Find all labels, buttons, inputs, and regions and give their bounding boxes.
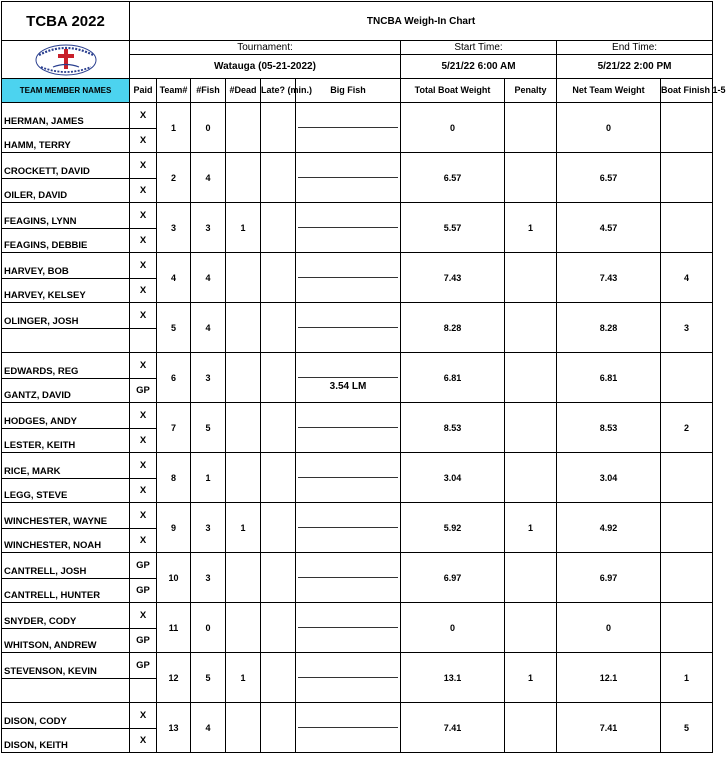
boat-finish: 4 — [661, 253, 713, 303]
dead-count: 1 — [226, 203, 261, 253]
paid-status — [130, 203, 157, 253]
big-fish-cell — [296, 503, 401, 553]
member-name: WINCHESTER, NOAH — [2, 528, 129, 552]
member-name: OLINGER, JOSH — [4, 315, 79, 327]
fish-count: 4 — [191, 303, 226, 353]
boat-finish: 1 — [661, 653, 713, 703]
penalty: 1 — [505, 203, 557, 253]
paid-status — [130, 353, 157, 403]
member-name: HERMAN, JAMES — [4, 115, 84, 127]
team-row — [2, 553, 713, 603]
big-fish-line — [298, 527, 398, 528]
team-member-names — [2, 103, 130, 153]
fish-count: 3 — [191, 503, 226, 553]
member-name: HODGES, ANDY — [4, 415, 78, 427]
boat-finish — [661, 103, 713, 153]
column-header-row — [2, 79, 713, 103]
paid-mark: GP — [136, 560, 150, 571]
paid-mark: X — [139, 160, 147, 171]
boat-finish: 3 — [661, 303, 713, 353]
boat-finish — [661, 553, 713, 603]
team-number: 9 — [157, 503, 191, 553]
paid-mark: X — [130, 728, 156, 752]
boat-finish — [661, 603, 713, 653]
total-boat-weight: 8.28 — [401, 303, 505, 353]
member-name: FEAGINS, LYNN — [4, 215, 77, 227]
info-label-row — [2, 41, 713, 55]
fish-count: 0 — [191, 103, 226, 153]
big-fish-line — [298, 277, 398, 278]
paid-mark: X — [139, 610, 147, 621]
net-team-weight: 6.57 — [557, 153, 661, 203]
boat-finish — [661, 203, 713, 253]
late-minutes — [261, 253, 296, 303]
late-minutes — [261, 103, 296, 153]
fish-count: 4 — [191, 703, 226, 753]
team-member-names — [2, 203, 130, 253]
paid-status — [130, 303, 157, 353]
team-row — [2, 403, 713, 453]
total-boat-weight: 7.41 — [401, 703, 505, 753]
title-row — [2, 2, 713, 41]
fish-count: 3 — [191, 203, 226, 253]
net-team-weight: 12.1 — [557, 653, 661, 703]
team-member-names — [2, 653, 130, 703]
net-team-weight: 6.97 — [557, 553, 661, 603]
member-name: FEAGINS, DEBBIE — [2, 228, 129, 252]
team-number: 13 — [157, 703, 191, 753]
team-member-names — [2, 353, 130, 403]
team-number: 5 — [157, 303, 191, 353]
paid-mark: GP — [130, 628, 156, 652]
late-minutes — [261, 703, 296, 753]
team-number: 12 — [157, 653, 191, 703]
total-boat-weight: 5.57 — [401, 203, 505, 253]
team-row — [2, 353, 713, 403]
net-team-weight: 4.92 — [557, 503, 661, 553]
col-boat-finish: Boat Finish 1-5 — [661, 79, 713, 103]
penalty — [505, 603, 557, 653]
big-fish-line — [298, 127, 398, 128]
dead-count — [226, 353, 261, 403]
dead-count: 1 — [226, 503, 261, 553]
col-late-minutes: Late? (min.) — [261, 79, 296, 103]
net-team-weight: 8.28 — [557, 303, 661, 353]
team-number: 8 — [157, 453, 191, 503]
tournament-label: Tournament: — [130, 41, 401, 55]
boat-finish — [661, 353, 713, 403]
fish-count: 3 — [191, 353, 226, 403]
net-team-weight: 6.81 — [557, 353, 661, 403]
col-paid: Paid — [130, 79, 157, 103]
logo-cell — [2, 41, 130, 79]
dead-count — [226, 553, 261, 603]
col-net-team-weight: Net Team Weight — [557, 79, 661, 103]
big-fish-line — [298, 727, 398, 728]
member-name — [2, 678, 129, 702]
boat-finish — [661, 503, 713, 553]
team-number: 10 — [157, 553, 191, 603]
net-team-weight: 0 — [557, 603, 661, 653]
tournament-value: Watauga (05-21-2022) — [130, 55, 401, 79]
paid-mark: X — [139, 210, 147, 221]
col-team-number: Team# — [157, 79, 191, 103]
total-boat-weight: 0 — [401, 103, 505, 153]
paid-mark: X — [130, 128, 156, 152]
late-minutes — [261, 653, 296, 703]
penalty — [505, 103, 557, 153]
late-minutes — [261, 203, 296, 253]
total-boat-weight: 3.04 — [401, 453, 505, 503]
big-fish-line — [298, 577, 398, 578]
member-name: WINCHESTER, WAYNE — [4, 515, 108, 527]
paid-mark: X — [130, 528, 156, 552]
big-fish-line — [298, 377, 398, 378]
team-member-names — [2, 453, 130, 503]
member-name: HARVEY, BOB — [4, 265, 69, 277]
paid-mark: GP — [130, 378, 156, 402]
team-member-names — [2, 153, 130, 203]
big-fish-cell — [296, 203, 401, 253]
total-boat-weight: 6.81 — [401, 353, 505, 403]
team-member-names — [2, 553, 130, 603]
dead-count — [226, 153, 261, 203]
big-fish-line — [298, 427, 398, 428]
member-name: DISON, CODY — [4, 715, 67, 727]
fish-count: 3 — [191, 553, 226, 603]
penalty — [505, 703, 557, 753]
paid-status — [130, 453, 157, 503]
big-fish-cell — [296, 303, 401, 353]
fish-count: 1 — [191, 453, 226, 503]
penalty: 1 — [505, 653, 557, 703]
late-minutes — [261, 453, 296, 503]
team-row — [2, 253, 713, 303]
dead-count — [226, 603, 261, 653]
big-fish-cell — [296, 703, 401, 753]
paid-status — [130, 703, 157, 753]
member-name: GANTZ, DAVID — [2, 378, 129, 402]
team-member-names — [2, 403, 130, 453]
team-row — [2, 603, 713, 653]
team-row — [2, 653, 713, 703]
member-name — [2, 328, 129, 352]
paid-status — [130, 103, 157, 153]
team-row — [2, 453, 713, 503]
member-name: LESTER, KEITH — [2, 428, 129, 452]
end-time-label: End Time: — [557, 41, 713, 55]
member-name: CROCKETT, DAVID — [4, 165, 90, 177]
paid-mark: X — [139, 410, 147, 421]
paid-mark: X — [139, 260, 147, 271]
paid-mark: X — [130, 478, 156, 502]
paid-mark: GP — [136, 660, 150, 671]
dead-count — [226, 103, 261, 153]
big-fish-cell — [296, 553, 401, 603]
series-title: TCBA 2022 — [2, 2, 130, 41]
start-time-value: 5/21/22 6:00 AM — [401, 55, 557, 79]
penalty — [505, 403, 557, 453]
boat-finish — [661, 153, 713, 203]
net-team-weight: 4.57 — [557, 203, 661, 253]
col-big-fish: Big Fish — [296, 79, 401, 103]
late-minutes — [261, 303, 296, 353]
big-fish-cell — [296, 653, 401, 703]
dead-count: 1 — [226, 653, 261, 703]
fish-count: 4 — [191, 253, 226, 303]
member-name: STEVENSON, KEVIN — [4, 665, 97, 677]
penalty — [505, 153, 557, 203]
dead-count — [226, 303, 261, 353]
paid-status — [130, 653, 157, 703]
paid-mark: GP — [130, 578, 156, 602]
paid-status — [130, 603, 157, 653]
penalty — [505, 553, 557, 603]
member-name: RICE, MARK — [4, 465, 61, 477]
team-row — [2, 703, 713, 753]
col-penalty: Penalty — [505, 79, 557, 103]
late-minutes — [261, 353, 296, 403]
paid-mark: X — [139, 710, 147, 721]
team-member-names — [2, 253, 130, 303]
total-boat-weight: 6.97 — [401, 553, 505, 603]
big-fish-line — [298, 477, 398, 478]
paid-status — [130, 253, 157, 303]
col-total-boat-weight: Total Boat Weight — [401, 79, 505, 103]
big-fish-line — [298, 177, 398, 178]
paid-mark: X — [130, 228, 156, 252]
big-fish-line — [298, 627, 398, 628]
paid-status — [130, 553, 157, 603]
member-name: LEGG, STEVE — [2, 478, 129, 502]
dead-count — [226, 453, 261, 503]
paid-mark — [130, 678, 156, 702]
boat-finish: 5 — [661, 703, 713, 753]
col-fish-count: #Fish — [191, 79, 226, 103]
penalty — [505, 453, 557, 503]
member-name: EDWARDS, REG — [4, 365, 79, 377]
dead-count — [226, 703, 261, 753]
weigh-in-sheet — [1, 1, 726, 753]
penalty: 1 — [505, 503, 557, 553]
end-time-value: 5/21/22 2:00 PM — [557, 55, 713, 79]
big-fish-line — [298, 677, 398, 678]
team-member-names — [2, 303, 130, 353]
team-row — [2, 303, 713, 353]
late-minutes — [261, 403, 296, 453]
fish-count: 0 — [191, 603, 226, 653]
penalty — [505, 353, 557, 403]
paid-mark: X — [139, 110, 147, 121]
fish-count: 5 — [191, 403, 226, 453]
big-fish-cell — [296, 353, 401, 403]
member-name: OILER, DAVID — [2, 178, 129, 202]
col-dead-count: #Dead — [226, 79, 261, 103]
late-minutes — [261, 553, 296, 603]
chart-title: TNCBA Weigh-In Chart — [130, 2, 713, 41]
member-name: DISON, KEITH — [2, 728, 129, 752]
team-member-names — [2, 603, 130, 653]
paid-status — [130, 403, 157, 453]
boat-finish: 2 — [661, 403, 713, 453]
paid-status — [130, 153, 157, 203]
paid-mark: X — [130, 178, 156, 202]
net-team-weight: 3.04 — [557, 453, 661, 503]
big-fish-cell — [296, 153, 401, 203]
total-boat-weight: 5.92 — [401, 503, 505, 553]
paid-mark: X — [139, 360, 147, 371]
team-row — [2, 103, 713, 153]
team-number: 3 — [157, 203, 191, 253]
team-number: 2 — [157, 153, 191, 203]
cross-logo-icon — [2, 43, 129, 77]
team-number: 1 — [157, 103, 191, 153]
total-boat-weight: 13.1 — [401, 653, 505, 703]
big-fish-value: 3.54 LM — [329, 381, 367, 392]
total-boat-weight: 7.43 — [401, 253, 505, 303]
start-time-label: Start Time: — [401, 41, 557, 55]
paid-mark — [130, 328, 156, 352]
paid-mark: X — [139, 510, 147, 521]
late-minutes — [261, 153, 296, 203]
paid-mark: X — [130, 428, 156, 452]
paid-mark: X — [139, 310, 147, 321]
member-name: CANTRELL, HUNTER — [2, 578, 129, 602]
net-team-weight: 7.41 — [557, 703, 661, 753]
team-number: 4 — [157, 253, 191, 303]
big-fish-cell — [296, 453, 401, 503]
paid-mark: X — [130, 278, 156, 302]
boat-finish — [661, 453, 713, 503]
paid-status — [130, 503, 157, 553]
team-number: 7 — [157, 403, 191, 453]
member-name: CANTRELL, JOSH — [4, 565, 87, 577]
weigh-in-table — [1, 1, 726, 753]
total-boat-weight: 6.57 — [401, 153, 505, 203]
total-boat-weight: 0 — [401, 603, 505, 653]
net-team-weight: 8.53 — [557, 403, 661, 453]
big-fish-cell — [296, 403, 401, 453]
fish-count: 4 — [191, 153, 226, 203]
member-name: HAMM, TERRY — [2, 128, 129, 152]
penalty — [505, 303, 557, 353]
paid-mark: X — [139, 460, 147, 471]
late-minutes — [261, 603, 296, 653]
team-number: 11 — [157, 603, 191, 653]
net-team-weight: 7.43 — [557, 253, 661, 303]
big-fish-cell — [296, 253, 401, 303]
member-name: HARVEY, KELSEY — [2, 278, 129, 302]
team-row — [2, 503, 713, 553]
big-fish-line — [298, 227, 398, 228]
net-team-weight: 0 — [557, 103, 661, 153]
late-minutes — [261, 503, 296, 553]
fish-count: 5 — [191, 653, 226, 703]
member-name: SNYDER, CODY — [4, 615, 77, 627]
team-member-names — [2, 503, 130, 553]
total-boat-weight: 8.53 — [401, 403, 505, 453]
member-name: WHITSON, ANDREW — [2, 628, 129, 652]
penalty — [505, 253, 557, 303]
team-number: 6 — [157, 353, 191, 403]
dead-count — [226, 403, 261, 453]
big-fish-cell — [296, 603, 401, 653]
dead-count — [226, 253, 261, 303]
team-row — [2, 153, 713, 203]
big-fish-line — [298, 327, 398, 328]
team-member-names — [2, 703, 130, 753]
col-team-member-names: TEAM MEMBER NAMES — [2, 79, 130, 103]
team-row — [2, 203, 713, 253]
big-fish-cell — [296, 103, 401, 153]
